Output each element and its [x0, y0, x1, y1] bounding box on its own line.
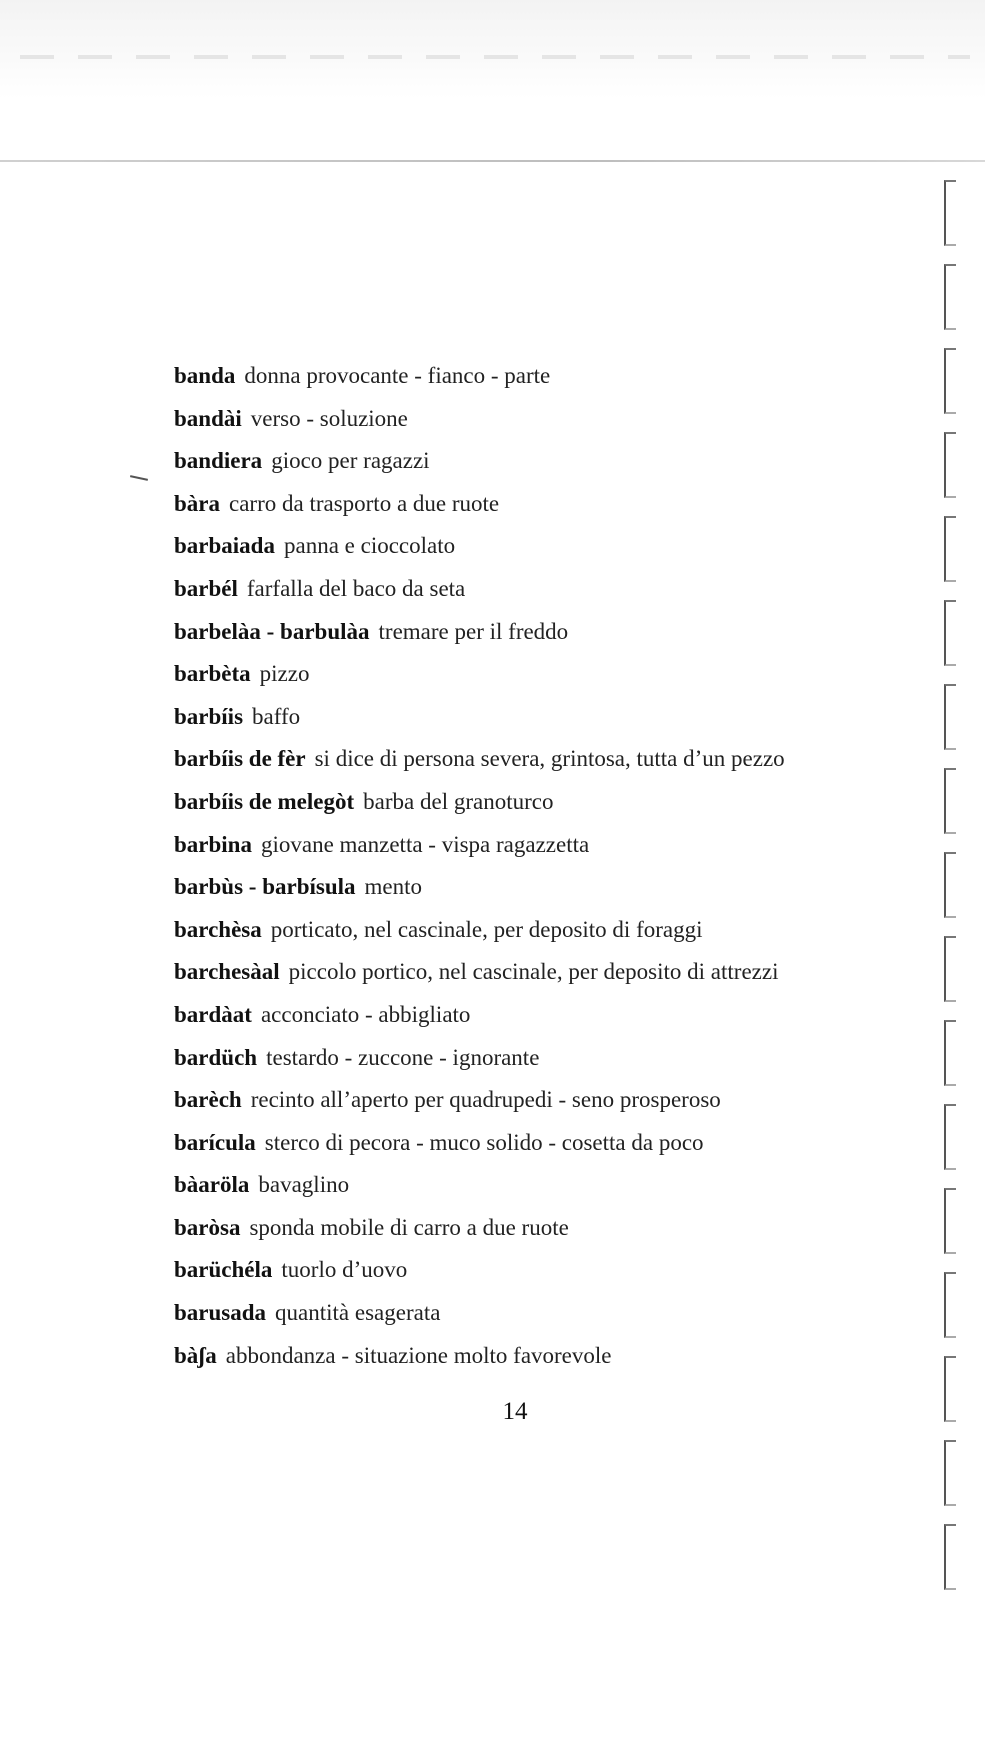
entry-definition: sterco di pecora - muco solido - cosetta da poco — [264, 1129, 704, 1155]
binding-mark — [944, 852, 956, 918]
entry-term: bàra — [174, 490, 220, 516]
glossary-entry — [174, 1292, 874, 1335]
glossary-entry — [174, 1164, 874, 1207]
binding-mark — [944, 1272, 956, 1338]
entry-definition: panna e cioccolato — [283, 533, 456, 559]
entry-term: barbél — [174, 575, 238, 601]
glossary-entry — [174, 1122, 874, 1165]
entry-definition: porticato, nel cascinale, per deposito di foraggi — [270, 916, 703, 942]
entry-term: bardàat — [174, 1001, 252, 1027]
entry-definition: farfalla del baco da seta — [246, 575, 466, 601]
glossary-entry — [174, 1207, 874, 1250]
binding-mark — [944, 1020, 956, 1086]
glossary-entry — [174, 1335, 874, 1378]
entry-term: bandiera — [174, 448, 263, 474]
entry-definition: baffo — [252, 703, 301, 729]
entry-term: banda — [174, 363, 236, 388]
entry-term: barèch — [174, 1087, 242, 1113]
glossary-entry — [174, 525, 874, 568]
glossary-entry — [174, 738, 874, 781]
binding-mark — [944, 432, 956, 498]
entry-definition: donna provocante - fianco - parte — [244, 363, 551, 388]
entry-definition: giovane manzetta - vispa ragazzetta — [260, 831, 590, 857]
glossary-entry — [174, 1249, 874, 1292]
glossary-entry — [174, 866, 874, 909]
binding-mark — [944, 180, 956, 246]
binding-mark — [944, 1524, 956, 1590]
glossary-entry — [174, 568, 874, 611]
entry-definition: tuorlo d’uovo — [281, 1257, 408, 1283]
binding-mark — [944, 516, 956, 582]
glossary-entry — [174, 994, 874, 1037]
entry-term: bàʃa — [174, 1342, 217, 1368]
binding-mark — [944, 1188, 956, 1254]
entry-term: barchèsa — [174, 916, 262, 942]
entry-definition: barba del granoturco — [363, 788, 554, 814]
entry-definition: sponda mobile di carro a due ruote — [249, 1214, 569, 1240]
glossary-entry — [174, 355, 874, 398]
entry-term: barbùs - barbísula — [174, 874, 356, 900]
entry-term: barusada — [174, 1300, 267, 1326]
page-top-rule — [0, 160, 985, 162]
entry-term: barbíis de fèr — [174, 746, 306, 772]
binding-mark — [944, 348, 956, 414]
glossary-entry — [174, 483, 874, 526]
scan-top-shadow — [0, 0, 985, 165]
entry-definition: mento — [364, 874, 423, 900]
binding-hole-marks — [944, 180, 974, 1600]
glossary-entry — [174, 653, 874, 696]
entry-term: barchesàal — [174, 959, 280, 985]
glossary-entry — [174, 1079, 874, 1122]
entry-term: bandài — [174, 405, 242, 431]
margin-mark — [130, 475, 148, 481]
binding-mark — [944, 768, 956, 834]
entry-term: bàaröla — [174, 1172, 250, 1198]
entry-term: bardüch — [174, 1044, 258, 1070]
entry-term: barícula — [174, 1129, 256, 1155]
entry-term: barbíis — [174, 703, 244, 729]
entry-term: barbíis de melegòt — [174, 788, 355, 814]
glossary-entry — [174, 909, 874, 952]
binding-mark — [944, 1440, 956, 1506]
entry-term: barbèta — [174, 661, 251, 687]
binding-mark — [944, 600, 956, 666]
glossary-entry — [174, 951, 874, 994]
glossary-entry — [174, 1037, 874, 1080]
entry-term: barüchéla — [174, 1257, 273, 1283]
glossary-entry — [174, 781, 874, 824]
glossary-entry — [174, 611, 874, 654]
glossary-entry — [174, 440, 874, 483]
binding-mark — [944, 1356, 956, 1422]
binding-mark — [944, 1104, 956, 1170]
entry-term: barbaiada — [174, 533, 275, 559]
entry-definition: testardo - zuccone - ignorante — [266, 1044, 540, 1070]
glossary-entry — [174, 398, 874, 441]
entry-definition: acconciato - abbigliato — [260, 1001, 471, 1027]
entry-definition: si dice di persona severa, grintosa, tutta d’un pezzo — [314, 746, 785, 772]
binding-mark — [944, 936, 956, 1002]
entry-definition: pizzo — [259, 661, 310, 687]
entry-definition: tremare per il freddo — [378, 618, 569, 644]
glossary-entry — [174, 696, 874, 739]
binding-mark — [944, 264, 956, 330]
entry-definition: piccolo portico, nel cascinale, per deposito di attrezzi — [288, 959, 779, 985]
entry-definition: verso - soluzione — [250, 405, 408, 431]
entry-definition: recinto all’aperto per quadrupedi - seno prosperoso — [250, 1087, 721, 1113]
entry-definition: bavaglino — [258, 1172, 350, 1198]
entry-definition: carro da trasporto a due ruote — [229, 490, 500, 516]
entry-term: baròsa — [174, 1214, 241, 1240]
binding-mark — [944, 684, 956, 750]
entry-definition: gioco per ragazzi — [271, 448, 430, 474]
scan-faint-header-line — [20, 55, 970, 59]
page-number: 14 — [502, 1398, 528, 1425]
entry-term: barbelàa - barbulàa — [174, 618, 370, 644]
entry-term: barbina — [174, 831, 252, 857]
entry-definition: quantità esagerata — [275, 1300, 441, 1326]
glossary-entry — [174, 824, 874, 867]
entry-definition: abbondanza - situazione molto favorevole — [225, 1342, 612, 1368]
glossary-list — [174, 355, 874, 1377]
